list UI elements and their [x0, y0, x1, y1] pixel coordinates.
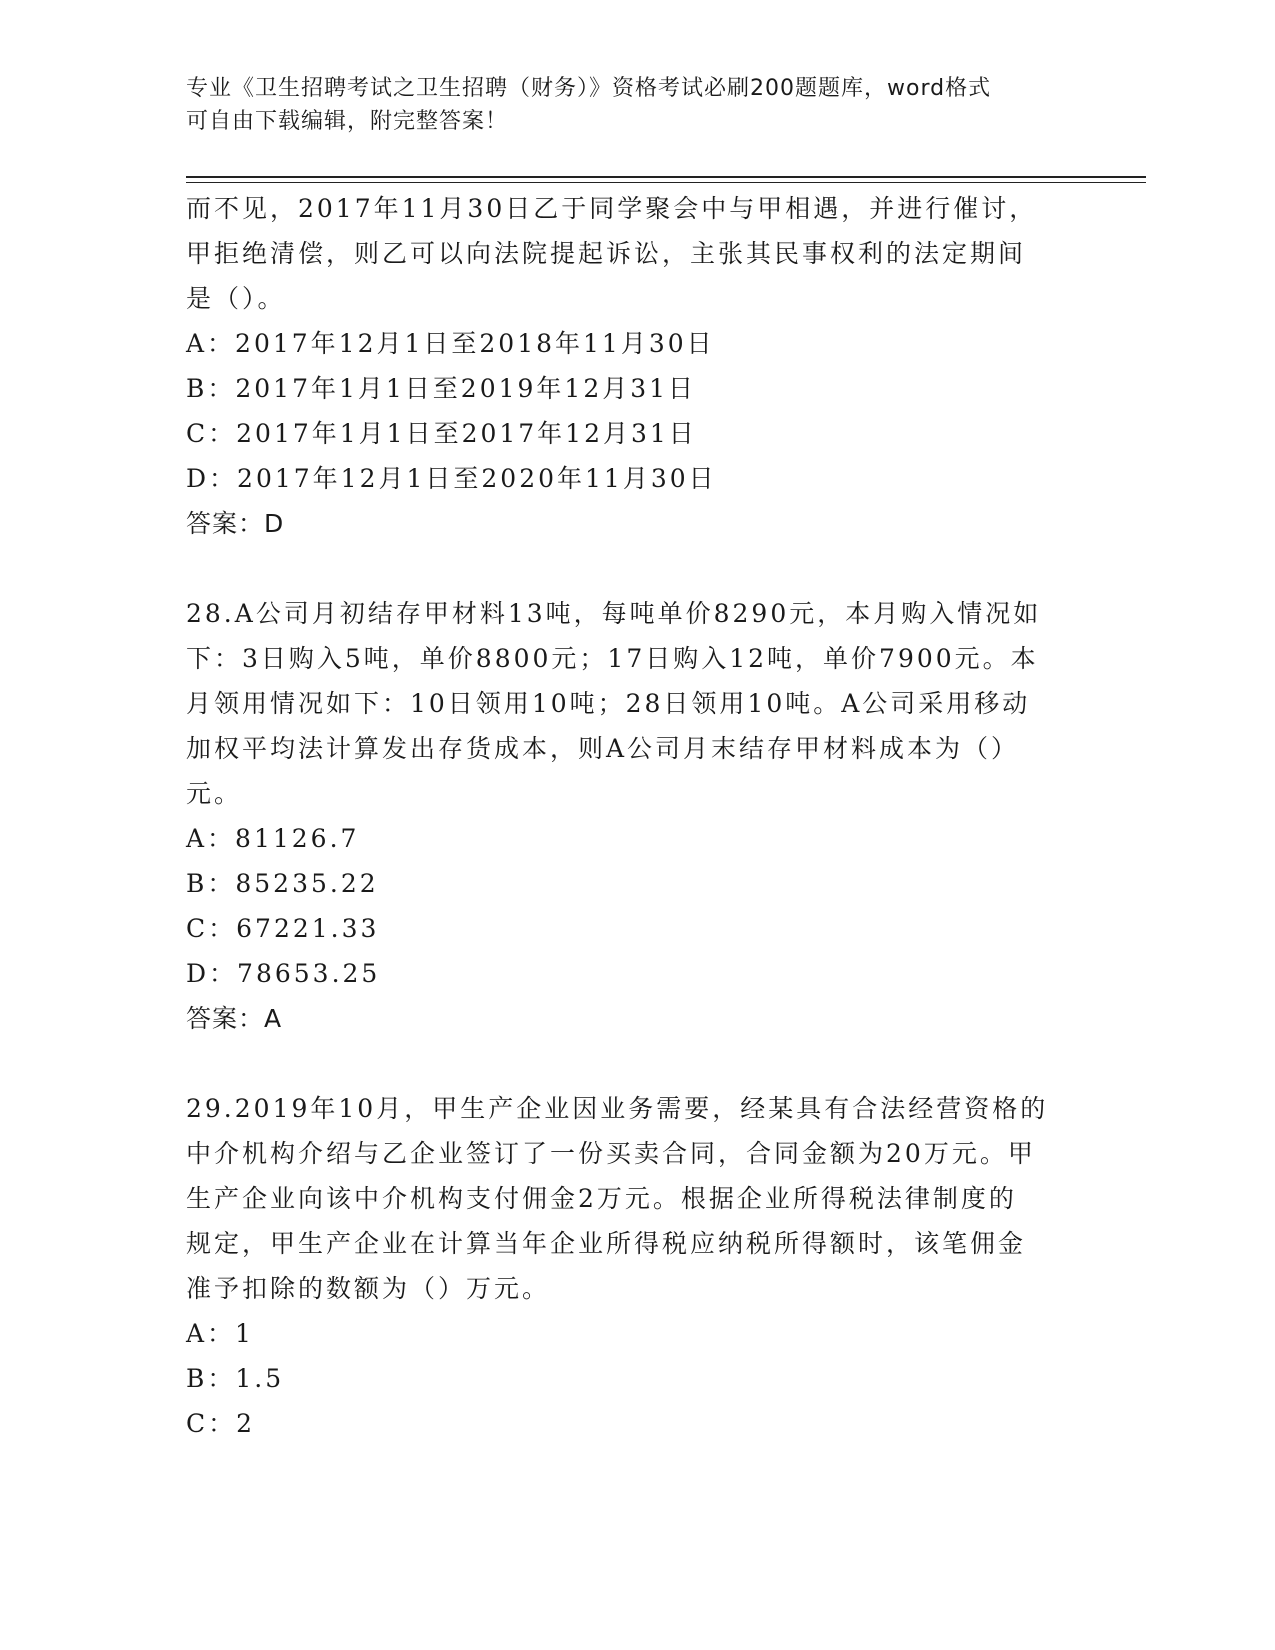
question-stem-line: 元。: [186, 779, 243, 808]
option-b: B：1.5: [186, 1364, 285, 1393]
question-stem-line: 28.A公司月初结存甲材料13吨，每吨单价8290元，本月购入情况如: [186, 599, 1042, 628]
header-line-2: 可自由下载编辑，附完整答案！: [186, 109, 509, 134]
question-stem-line: 29.2019年10月，甲生产企业因业务需要，经某具有合法经营资格的: [186, 1094, 1049, 1123]
question-stem-line: 生产企业向该中介机构支付佣金2万元。根据企业所得税法律制度的: [186, 1184, 1017, 1213]
question-stem-line: 下：3日购入5吨，单价8800元；17日购入12吨，单价7900元。本: [186, 644, 1039, 673]
header-rule-thick: [186, 176, 1146, 178]
option-b: B：2017年1月1日至2019年12月31日: [186, 374, 697, 403]
spacer: [186, 546, 1066, 591]
header-line-1: 专业《卫生招聘考试之卫生招聘（财务）》资格考试必刷200题题库，word格式: [186, 76, 992, 101]
question-stem-line: 中介机构介绍与乙企业签订了一份买卖合同，合同金额为20万元。甲: [186, 1139, 1036, 1168]
option-d: D：78653.25: [186, 959, 381, 988]
question-stem-line: 甲拒绝清偿，则乙可以向法院提起诉讼，主张其民事权利的法定期间: [186, 239, 1027, 268]
question-27: [186, 186, 1066, 546]
option-c: C：67221.33: [186, 914, 380, 943]
spacer: [186, 1041, 1066, 1086]
answer-label: 答案：A: [186, 1004, 283, 1033]
document-header: [186, 72, 1086, 138]
header-rule-thin: [186, 182, 1146, 183]
question-28: [186, 591, 1066, 1041]
question-29: [186, 1086, 1066, 1446]
option-c: C：2017年1月1日至2017年12月31日: [186, 419, 697, 448]
answer-label: 答案：D: [186, 509, 285, 538]
option-c: C：2: [186, 1409, 256, 1438]
document-body: [186, 186, 1066, 1446]
question-stem-line: 准予扣除的数额为（）万元。: [186, 1274, 551, 1303]
option-a: A：1: [186, 1319, 254, 1348]
question-stem-line: 规定，甲生产企业在计算当年企业所得税应纳税所得额时，该笔佣金: [186, 1229, 1027, 1258]
option-a: A：81126.7: [186, 824, 360, 853]
question-stem-line: 而不见，2017年11月30日乙于同学聚会中与甲相遇，并进行催讨，: [186, 194, 1038, 223]
option-d: D：2017年12月1日至2020年11月30日: [186, 464, 717, 493]
question-stem-line: 加权平均法计算发出存货成本，则A公司月末结存甲材料成本为（）: [186, 734, 1020, 763]
question-stem-line: 是（）。: [186, 284, 286, 313]
option-a: A：2017年12月1日至2018年11月30日: [186, 329, 715, 358]
option-b: B：85235.22: [186, 869, 379, 898]
question-stem-line: 月领用情况如下：10日领用10吨；28日领用10吨。A公司采用移动: [186, 689, 1031, 718]
